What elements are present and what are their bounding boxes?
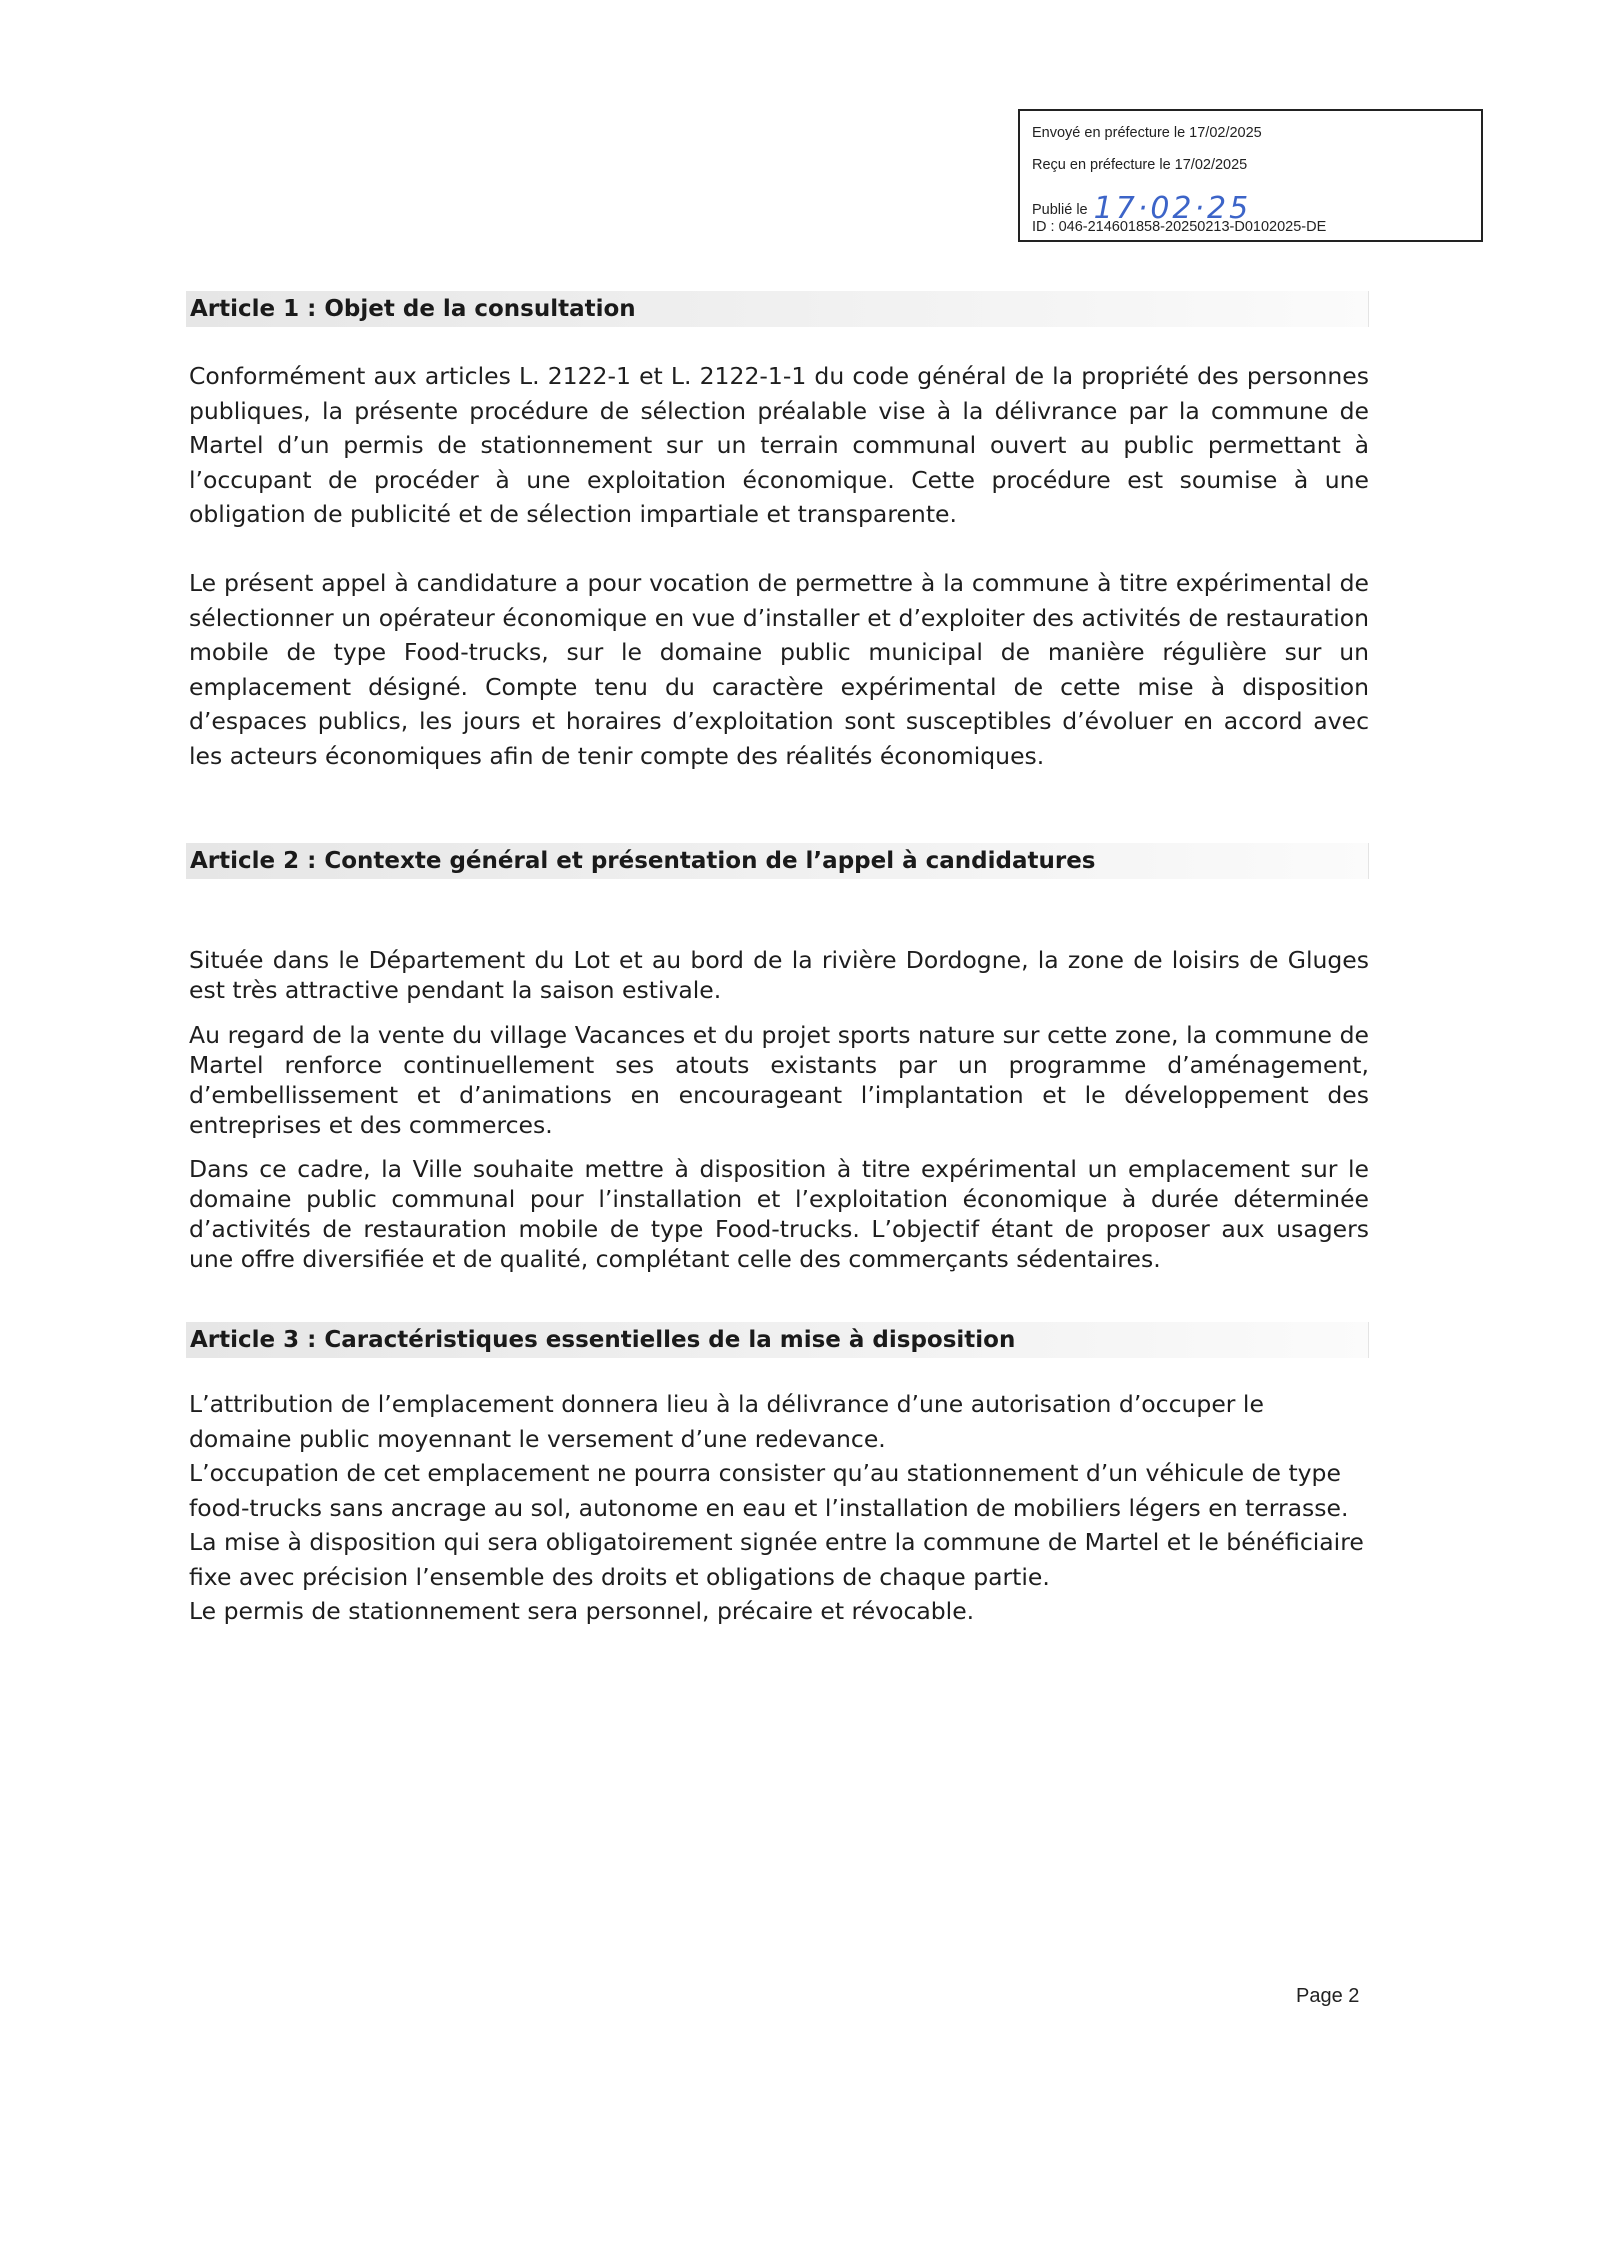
- stamp-published-label: Publié le: [1032, 202, 1088, 218]
- article-3-body: [189, 1387, 1369, 1629]
- article-1-paragraph-2: [189, 566, 1369, 773]
- article-3-line-4: Le permis de stationnement sera personnel, précaire et révocable.: [189, 1597, 975, 1625]
- stamp-published: [1032, 187, 1252, 226]
- handwritten-date: 17·02·25: [1093, 191, 1252, 226]
- article-2-heading: Article 2 : Contexte général et présentation de l’appel à candidatures: [186, 843, 1369, 879]
- article-2-paragraph-2: [189, 1020, 1369, 1140]
- article-2-text-1: Située dans le Département du Lot et au bord de la rivière Dordogne, la zone de loisirs de Gluges est très attractive pendant la saison estivale.: [189, 946, 1369, 1004]
- article-3-line-2: L’occupation de cet emplacement ne pourra consister qu’au stationnement d’un véhicule de type food-trucks sans ancrage au sol, autonome en eau et l’installation de mobiliers légers en terrasse.: [189, 1459, 1349, 1522]
- stamp-id: ID : 046-214601858-20250213-D0102025-DE: [1032, 219, 1327, 235]
- article-1-paragraph-1: [189, 359, 1369, 532]
- article-2-text-3: Dans ce cadre, la Ville souhaite mettre à disposition à titre expérimental un emplacement sur le domaine public communal pour l’installation et l’exploitation économique à durée déterminée d’activités de restauration mobile de type Food-trucks. L’objectif étant de proposer aux usagers une offre diversifiée et de qualité, complétant celle des commerçants sédentaires.: [189, 1155, 1369, 1273]
- article-3-heading: Article 3 : Caractéristiques essentielles de la mise à disposition: [186, 1322, 1369, 1358]
- article-1-text-1: Conformément aux articles L. 2122-1 et L. 2122-1-1 du code général de la propriété des personnes publiques, la présente procédure de sélection préalable vise à la délivrance par la commune de Martel d’un permis de stationnement sur un terrain communal ouvert au public permettant à l’occupant de procéder à une exploitation économique. Cette procédure est soumise à une obligation de publicité et de sélection impartiale et transparente.: [189, 362, 1369, 528]
- article-2-text-2: Au regard de la vente du village Vacances et du projet sports nature sur cette zone, la commune de Martel renforce continuellement ses atouts existants par un programme d’aménagement, d’embellissement et d’animations en encourageant l’implantation et le développement des entreprises et des commerces.: [189, 1021, 1369, 1139]
- stamp-sent-date: Envoyé en préfecture le 17/02/2025: [1032, 125, 1262, 141]
- article-3-line-1: L’attribution de l’emplacement donnera lieu à la délivrance d’une autorisation d’occuper le domaine public moyennant le versement d’une redevance.: [189, 1390, 1264, 1453]
- article-1-heading: Article 1 : Objet de la consultation: [186, 291, 1369, 327]
- stamp-received-date: Reçu en préfecture le 17/02/2025: [1032, 157, 1248, 173]
- article-1-text-2: Le présent appel à candidature a pour vocation de permettre à la commune à titre expérimental de sélectionner un opérateur économique en vue d’installer et d’exploiter des activités de restauration mobile de type Food-trucks, sur le domaine public municipal de manière régulière sur un emplacement désigné. Compte tenu du caractère expérimental de cette mise à disposition d’espaces publics, les jours et horaires d’exploitation sont susceptibles d’évoluer en accord avec les acteurs économiques afin de tenir compte des réalités économiques.: [189, 569, 1369, 770]
- article-3-line-3: La mise à disposition qui sera obligatoirement signée entre la commune de Martel et le bénéficiaire fixe avec précision l’ensemble des droits et obligations de chaque partie.: [189, 1528, 1364, 1591]
- page-number: Page 2: [1296, 1985, 1360, 2007]
- article-2-paragraph-1: [189, 945, 1369, 1005]
- prefecture-stamp: [1018, 109, 1483, 242]
- article-2-paragraph-3: [189, 1154, 1369, 1274]
